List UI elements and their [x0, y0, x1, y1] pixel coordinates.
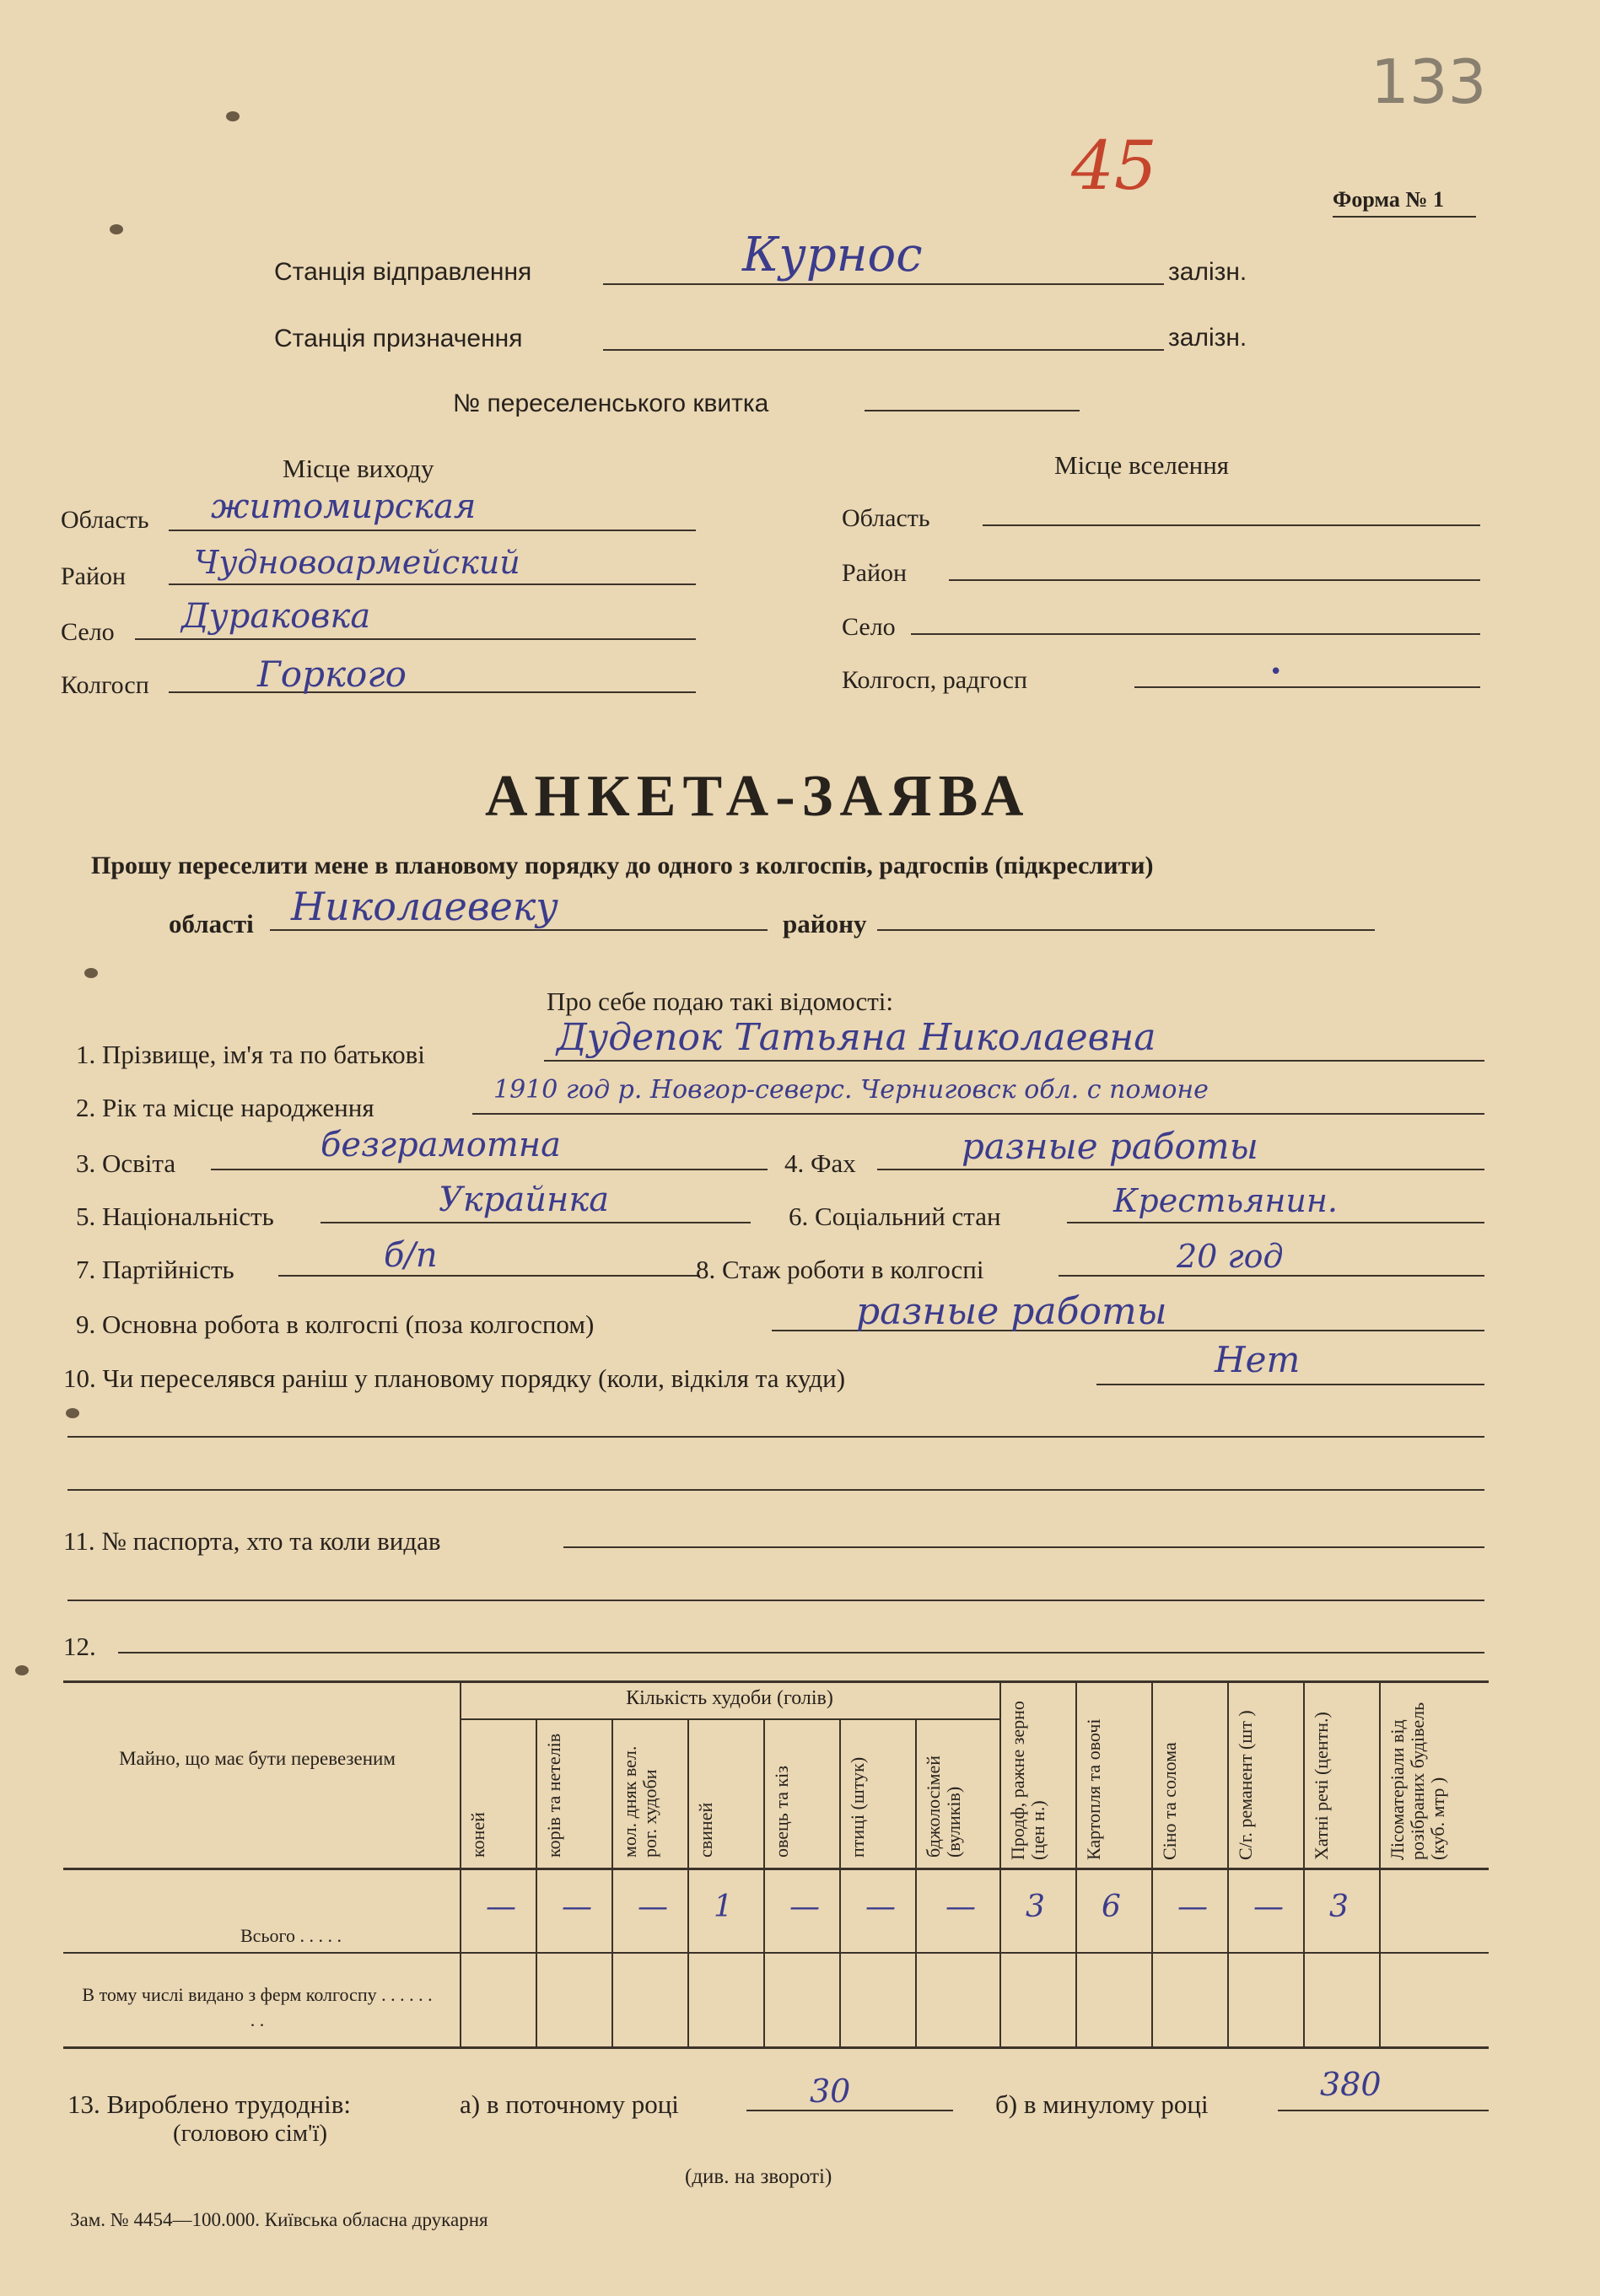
- item-8-value: 20 год: [1177, 1238, 1284, 1275]
- workdays-sublabel: (головою сім'ї): [173, 2120, 328, 2147]
- table-total-rule: [63, 1952, 1489, 1954]
- punch-hole: [226, 111, 240, 121]
- table-top-rule: [63, 1680, 1489, 1683]
- item-12-label: 12.: [63, 1632, 96, 1661]
- item-10-blank-line: [67, 1436, 1484, 1438]
- workdays-label: 13. Вироблено трудоднів:: [67, 2089, 352, 2119]
- item-4-value: разные работы: [962, 1126, 1258, 1167]
- item-10-blank-line: [67, 1489, 1484, 1491]
- cattle-group-header: Кількість худоби (голів): [626, 1687, 833, 1709]
- item-4-label: 4. Фах: [784, 1148, 856, 1178]
- item-3-line: [211, 1169, 768, 1170]
- origin-rayon-line: [169, 583, 696, 585]
- destination-rayon-line: [949, 579, 1480, 581]
- table-header-rule: [63, 1868, 1489, 1870]
- item-9-value: разные работы: [856, 1290, 1167, 1333]
- destination-kolhosp-line: [1134, 686, 1480, 688]
- table-column-header: Картопля та овочі: [1083, 1718, 1104, 1860]
- destination-kolhosp-value: •: [1269, 659, 1283, 685]
- region-rayon-label: району: [783, 909, 867, 938]
- table-column-divider: [1075, 1680, 1077, 2046]
- resettlement-ticket-line: [865, 410, 1080, 411]
- item-1-value: Дудепок Татьяна Николаевна: [557, 1016, 1156, 1059]
- table-column-divider: [839, 1718, 841, 2046]
- pencil-archive-number: 133: [1371, 46, 1487, 117]
- destination-station-line: [603, 349, 1164, 351]
- region-oblast-value: Николаевеку: [291, 884, 558, 929]
- destination-selo-line: [911, 633, 1480, 635]
- farm-label: В тому числі видано з ферм колгоспу . . . . . . . .: [82, 1984, 433, 2030]
- table-column-header: птиці (штук): [847, 1756, 868, 1858]
- total-value-cell: —: [789, 1890, 820, 1924]
- workdays-prev-label: б) в минулому році: [995, 2089, 1209, 2119]
- region-oblast-line: [270, 929, 768, 931]
- workdays-current-value: 30: [810, 2073, 851, 2110]
- origin-oblast-line: [169, 530, 696, 531]
- destination-oblast-line: [983, 524, 1480, 526]
- workdays-current-label: а) в поточному році: [460, 2089, 679, 2119]
- resettlement-ticket-label: № переселенського квитка: [453, 390, 769, 417]
- item-8-label: 8. Стаж роботи в колгоспі: [696, 1255, 984, 1284]
- origin-kolhosp-line: [169, 691, 696, 693]
- punch-hole: [66, 1408, 79, 1418]
- destination-selo-label: Село: [842, 613, 896, 641]
- origin-heading: Місце виходу: [283, 454, 434, 483]
- item-5-line: [321, 1222, 751, 1223]
- item-10-label: 10. Чи переселявся раніш у плановому порядку (коли, відкіля та куди): [63, 1363, 846, 1393]
- item-2-line: [472, 1113, 1484, 1115]
- item-11-label: 11. № паспорта, хто та коли видав: [63, 1526, 441, 1556]
- table-column-divider: [1379, 1680, 1381, 2046]
- item-11-blank-line: [67, 1600, 1484, 1601]
- table-column-divider: [460, 1680, 461, 2046]
- destination-rail-suffix: залізн.: [1168, 324, 1247, 352]
- table-column-header: свиней: [695, 1802, 716, 1858]
- table-column-divider: [999, 1680, 1001, 2046]
- item-11-line: [563, 1546, 1484, 1548]
- departure-station-label: Станція відправлення: [274, 258, 532, 286]
- item-8-line: [1059, 1275, 1484, 1277]
- see-back-note: (див. на звороті): [685, 2165, 832, 2188]
- table-column-header: Сіно та солома: [1159, 1742, 1180, 1860]
- table-column-header: Продф, ражне зерно (цен н.): [1007, 1701, 1048, 1860]
- table-column-divider: [687, 1718, 689, 2046]
- item-2-value: 1910 год р. Новгор-северс. Черниговск обл. с помоне: [493, 1075, 1209, 1105]
- table-column-header: корів та нетелів: [543, 1733, 564, 1858]
- punch-hole: [110, 224, 123, 234]
- table-column-header: мол. дняк вел. рог. худоби: [619, 1745, 660, 1858]
- item-6-line: [1067, 1222, 1484, 1223]
- total-value-cell: —: [486, 1890, 516, 1924]
- item-7-label: 7. Партійність: [76, 1255, 234, 1284]
- item-7-value: б/п: [384, 1236, 438, 1275]
- workdays-prev-value: 380: [1320, 2066, 1382, 2103]
- destination-station-label: Станція призначення: [274, 325, 523, 352]
- total-value-cell: —: [1177, 1890, 1208, 1924]
- workdays-prev-line: [1278, 2110, 1489, 2111]
- total-value-cell: —: [638, 1890, 668, 1924]
- total-value-cell: —: [945, 1890, 976, 1924]
- destination-oblast-label: Область: [842, 504, 930, 532]
- table-column-header: Хатні речі (центн.): [1311, 1712, 1332, 1860]
- origin-selo-value: Дураковка: [181, 597, 371, 636]
- table-column-divider: [536, 1718, 537, 2046]
- total-label: Всього . . . . .: [240, 1925, 342, 1946]
- intro-text: Про себе подаю такі відомості:: [547, 987, 894, 1016]
- destination-kolhosp-label: Колгосп, радгосп: [842, 666, 1028, 694]
- item-1-label: 1. Прізвище, ім'я та по батькові: [76, 1040, 425, 1069]
- origin-kolhosp-label: Колгосп: [61, 671, 149, 699]
- table-column-header: Лісоматеріали від розібраних будівель (куб. мтр ): [1387, 1702, 1448, 1860]
- item-2-label: 2. Рік та місце народження: [76, 1093, 374, 1122]
- table-column-divider: [763, 1718, 765, 2046]
- item-3-value: безграмотна: [321, 1126, 561, 1164]
- red-archive-number: 45: [1071, 126, 1157, 205]
- table-column-header: овець та кіз: [771, 1766, 792, 1858]
- request-text: Прошу переселити мене в плановому порядку до одного з колгоспів, радгоспів (підкреслити): [91, 852, 1154, 879]
- item-10-value: Нет: [1215, 1339, 1301, 1380]
- table-column-divider: [915, 1718, 917, 2046]
- origin-rayon-label: Район: [61, 562, 127, 590]
- total-value-cell: 6: [1102, 1890, 1121, 1924]
- table-bottom-rule: [63, 2046, 1489, 2049]
- item-12-line: [118, 1652, 1484, 1653]
- table-column-header: коней: [467, 1812, 488, 1858]
- item-4-line: [877, 1169, 1484, 1170]
- table-column-header: С/г. реманент (шт ): [1235, 1710, 1256, 1860]
- table-column-header: бджолосімей (вуликів): [923, 1755, 964, 1858]
- departure-rail-suffix: залізн.: [1168, 258, 1247, 286]
- table-column-divider: [611, 1718, 613, 2046]
- origin-kolhosp-value: Горкого: [257, 653, 407, 695]
- origin-selo-line: [135, 638, 696, 640]
- punch-hole: [15, 1665, 29, 1675]
- total-value-cell: —: [865, 1890, 896, 1924]
- table-column-divider: [1303, 1680, 1305, 2046]
- total-value-cell: 3: [1329, 1890, 1349, 1924]
- total-value-cell: 3: [1026, 1890, 1045, 1924]
- item-5-value: Украйнка: [439, 1180, 610, 1219]
- item-6-value: Крестьянин.: [1113, 1182, 1338, 1219]
- total-value-cell: —: [562, 1890, 592, 1924]
- item-5-label: 5. Національність: [76, 1202, 274, 1231]
- form-number: Форма № 1: [1333, 187, 1445, 212]
- item-6-label: 6. Соціальний стан: [789, 1202, 1001, 1231]
- form-title: АНКЕТА-ЗАЯВА: [485, 764, 1031, 829]
- workdays-current-line: [746, 2110, 953, 2111]
- item-1-line: [544, 1060, 1484, 1062]
- property-table: [63, 1680, 1489, 2051]
- departure-station-value: Курнос: [742, 228, 923, 282]
- item-9-label: 9. Основна робота в колгоспі (поза колгоспом): [76, 1309, 595, 1339]
- destination-rayon-label: Район: [842, 559, 908, 587]
- punch-hole: [84, 968, 98, 978]
- table-column-divider: [1151, 1680, 1153, 2046]
- item-7-line: [278, 1275, 700, 1277]
- origin-oblast-label: Область: [61, 506, 149, 534]
- table-column-divider: [1227, 1680, 1229, 2046]
- printer-imprint: Зам. № 4454—100.000. Київська обласна друкарня: [70, 2209, 488, 2230]
- item-10-line: [1096, 1384, 1484, 1385]
- item-3-label: 3. Освіта: [76, 1148, 176, 1178]
- total-value-cell: 1: [714, 1890, 733, 1924]
- property-header: Майно, що має бути перевезеним: [119, 1748, 396, 1769]
- form-number-underline: [1333, 216, 1476, 218]
- destination-heading: Місце вселення: [1054, 450, 1230, 480]
- total-value-cell: —: [1253, 1890, 1284, 1924]
- origin-selo-label: Село: [61, 618, 115, 646]
- region-oblast-label: області: [169, 909, 254, 938]
- origin-oblast-value: житомирская: [211, 487, 477, 526]
- region-rayon-line: [877, 929, 1375, 931]
- departure-station-line: [603, 283, 1164, 285]
- cattle-group-rule: [460, 1718, 999, 1720]
- origin-rayon-value: Чудновоармейский: [194, 544, 520, 581]
